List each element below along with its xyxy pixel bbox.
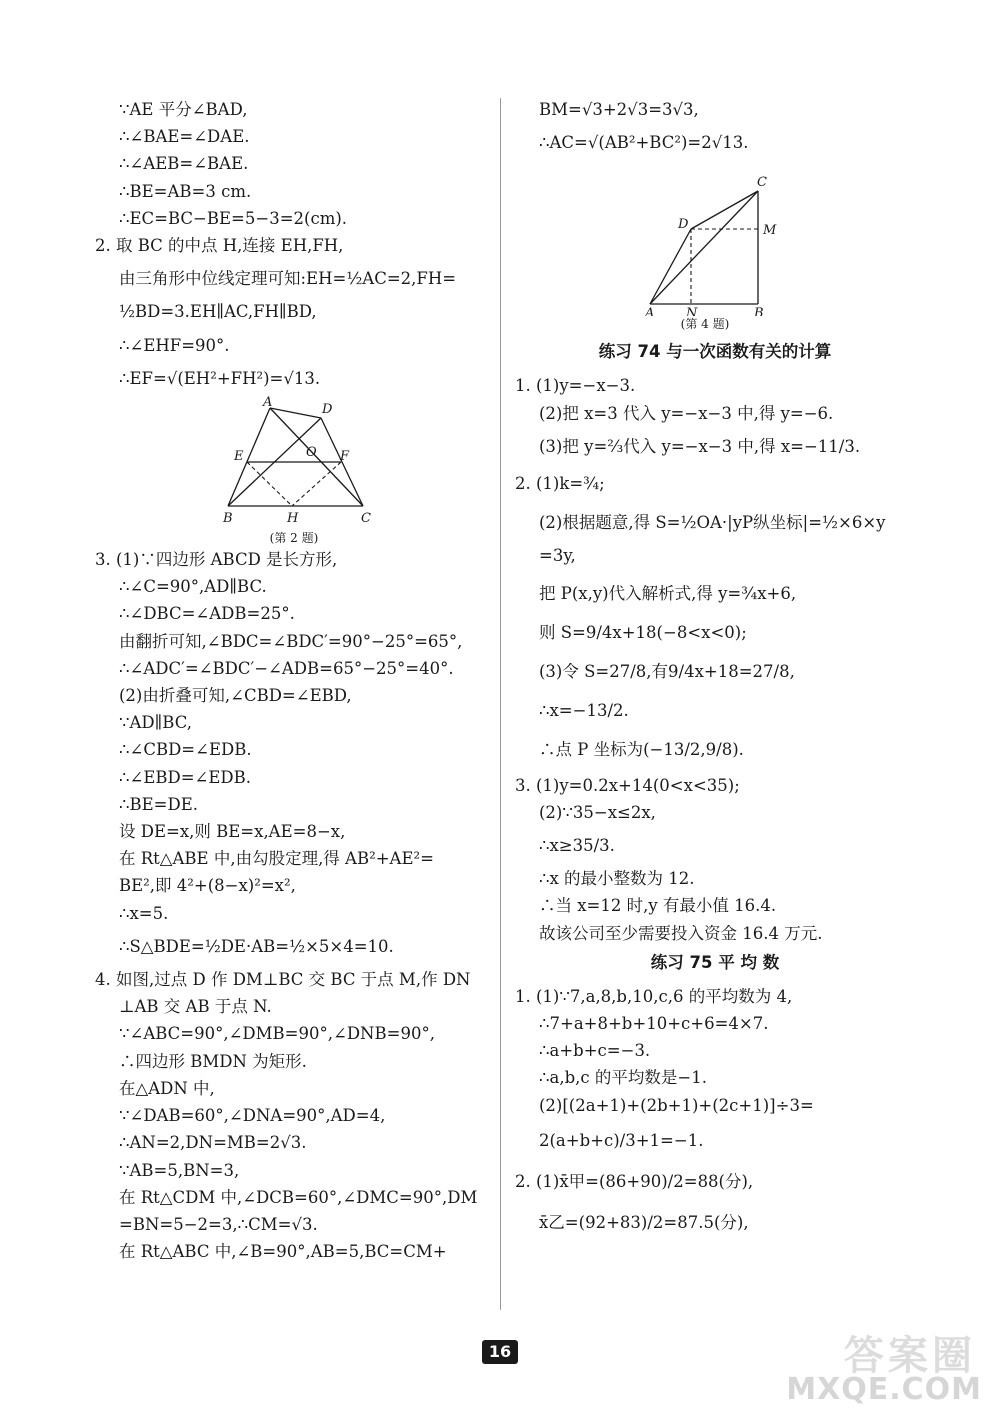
label-M: M [763, 223, 777, 239]
text-line: x̄乙=(92+83)/2=87.5(分), [539, 1213, 749, 1233]
figure-4-diagram [515, 156, 915, 316]
section-title-75: 练习 75 平 均 数 [650, 952, 780, 972]
label-D: D [322, 402, 333, 418]
text-line: =3y, [539, 546, 576, 566]
text-line: 在△ADN 中, [119, 1078, 215, 1098]
text-line: ∵AD∥BC, [119, 713, 192, 733]
label-B: B [754, 306, 764, 317]
problem-4-heading: 4. 如图,过点 D 作 DM⊥BC 交 BC 于点 M,作 DN [95, 970, 471, 990]
right-column [515, 96, 915, 1236]
watermark-logo: 答案圈 [844, 1333, 976, 1379]
text-line: ∴点 P 坐标为(−13/2,9/8). [539, 740, 744, 760]
problem-3-heading: 3. (1)∵四边形 ABCD 是长方形, [95, 550, 338, 570]
text-line: (2)由折叠可知,∠CBD=∠EBD, [119, 686, 352, 706]
text-line: ∵AB=5,BN=3, [119, 1160, 240, 1180]
text-line: (2)根据题意,得 S=½OA·|yP纵坐标|=½×6×y [539, 513, 886, 533]
text-line: 在 Rt△ABE 中,由勾股定理,得 AB²+AE²= [119, 849, 434, 869]
text-line: ∴四边形 BMDN 为矩形. [119, 1051, 307, 1071]
left-column [95, 96, 493, 1265]
text-line: (2)[(2a+1)+(2b+1)+(2c+1)]÷3= [539, 1095, 814, 1115]
text-line: 故该公司至少需要投入资金 16.4 万元. [539, 923, 823, 943]
label-C: C [361, 511, 371, 527]
text-line: ∴BE=AB=3 cm. [119, 181, 252, 201]
text-line: ∴∠BAE=∠DAE. [119, 127, 250, 147]
label-E: E [234, 449, 244, 465]
text-line: ∴当 x=12 时,y 有最小值 16.4. [539, 896, 777, 916]
problem-1-heading: 1. (1)∵7,a,8,b,10,c,6 的平均数为 4, [515, 986, 793, 1006]
watermark-site: MXQE.COM [786, 1372, 982, 1407]
text-line: ⊥AB 交 AB 于点 N. [119, 997, 272, 1017]
text-line: ∴∠EHF=90°. [119, 335, 230, 355]
label-O: O [306, 445, 317, 461]
text-line: ∴BE=DE. [119, 794, 199, 814]
problem-1-heading: 1. (1)y=−x−3. [515, 376, 636, 396]
text-line: ∴x=5. [119, 903, 169, 923]
problem-2-heading: 2. (1)x̄甲=(86+90)/2=88(分), [515, 1172, 754, 1192]
text-line: 在 Rt△ABC 中,∠B=90°,AB=5,BC=CM+ [119, 1242, 447, 1262]
text-line: ½BD=3.EH∥AC,FH∥BD, [119, 302, 317, 322]
page-number: 16 [482, 1340, 518, 1364]
text-line: ∴EF=√(EH²+FH²)=√13. [119, 368, 321, 388]
text-line: ∴∠AEB=∠BAE. [119, 154, 249, 174]
figure-4-caption: (第 4 题) [680, 317, 730, 332]
text-line: 由三角形中位线定理可知:EH=½AC=2,FH= [119, 269, 457, 289]
figure-2-diagram [95, 396, 493, 530]
text-line: ∴x≥35/3. [539, 836, 615, 856]
text-line: ∴∠C=90°,AD∥BC. [119, 577, 267, 597]
text-line: ∴7+a+8+b+10+c+6=4×7. [539, 1014, 769, 1034]
text-line: BM=√3+2√3=3√3, [539, 100, 699, 119]
problem-3-heading: 3. (1)y=0.2x+14(0<x<35); [515, 775, 740, 795]
text-line: (3)把 y=⅔代入 y=−x−3 中,得 x=−11/3. [539, 436, 861, 456]
watermark [786, 1320, 990, 1415]
figure-2-caption: (第 2 题) [269, 531, 319, 546]
problem-2-heading: 2. (1)k=¾; [515, 474, 605, 494]
text-line: ∵AE 平分∠BAD, [119, 100, 248, 119]
section-title-74: 练习 74 与一次函数有关的计算 [598, 342, 832, 362]
label-F: F [340, 449, 350, 465]
figure-4 [515, 156, 915, 336]
text-line: ∴AC=√(AB²+BC²)=2√13. [539, 133, 749, 153]
column-divider [500, 98, 501, 1310]
text-line: 把 P(x,y)代入解析式,得 y=¾x+6, [539, 583, 797, 603]
text-line: 设 DE=x,则 BE=x,AE=8−x, [119, 822, 346, 842]
text-line: ∴∠DBC=∠ADB=25°. [119, 604, 295, 624]
label-H: H [287, 511, 299, 527]
text-line: ∴x 的最小整数为 12. [539, 869, 695, 889]
problem-2-heading: 2. 取 BC 的中点 H,连接 EH,FH, [95, 236, 344, 256]
text-line: =BN=5−2=3,∴CM=√3. [119, 1214, 318, 1234]
text-line: ∴EC=BC−BE=5−3=2(cm). [119, 208, 348, 228]
label-D: D [678, 217, 689, 233]
label-B: B [223, 511, 233, 527]
text-line: ∴AN=2,DN=MB=2√3. [119, 1133, 307, 1153]
text-line: 2(a+b+c)/3+1=−1. [539, 1130, 704, 1150]
text-line: 由翻折可知,∠BDC=∠BDC′=90°−25°=65°, [119, 631, 463, 651]
text-line: ∴∠EBD=∠EDB. [119, 767, 252, 787]
text-line: ∵∠ABC=90°,∠DMB=90°,∠DNB=90°, [119, 1024, 435, 1044]
text-line: ∴∠ADC′=∠BDC′−∠ADB=65°−25°=40°. [119, 658, 454, 678]
text-line: 则 S=9/4x+18(−8<x<0); [539, 622, 747, 642]
text-line: ∴x=−13/2. [539, 701, 629, 721]
text-line: ∴∠CBD=∠EDB. [119, 740, 252, 760]
text-line: ∵∠DAB=60°,∠DNA=90°,AD=4, [119, 1106, 386, 1126]
label-N: N [686, 306, 698, 317]
text-line: ∴S△BDE=½DE·AB=½×5×4=10. [119, 936, 394, 956]
label-A: A [645, 306, 655, 317]
text-line: BE²,即 4²+(8−x)²=x², [119, 876, 296, 896]
text-line: (2)把 x=3 代入 y=−x−3 中,得 y=−6. [539, 403, 834, 423]
text-line: (3)令 S=27/8,有9/4x+18=27/8, [539, 662, 795, 682]
text-line: (2)∵35−x≤2x, [539, 802, 656, 822]
label-C: C [757, 175, 767, 191]
text-line: ∴a,b,c 的平均数是−1. [539, 1068, 707, 1088]
text-line: 在 Rt△CDM 中,∠DCB=60°,∠DMC=90°,DM [119, 1187, 478, 1207]
text-line: ∴a+b+c=−3. [539, 1041, 651, 1061]
label-A: A [263, 396, 273, 411]
figure-2 [95, 396, 493, 546]
